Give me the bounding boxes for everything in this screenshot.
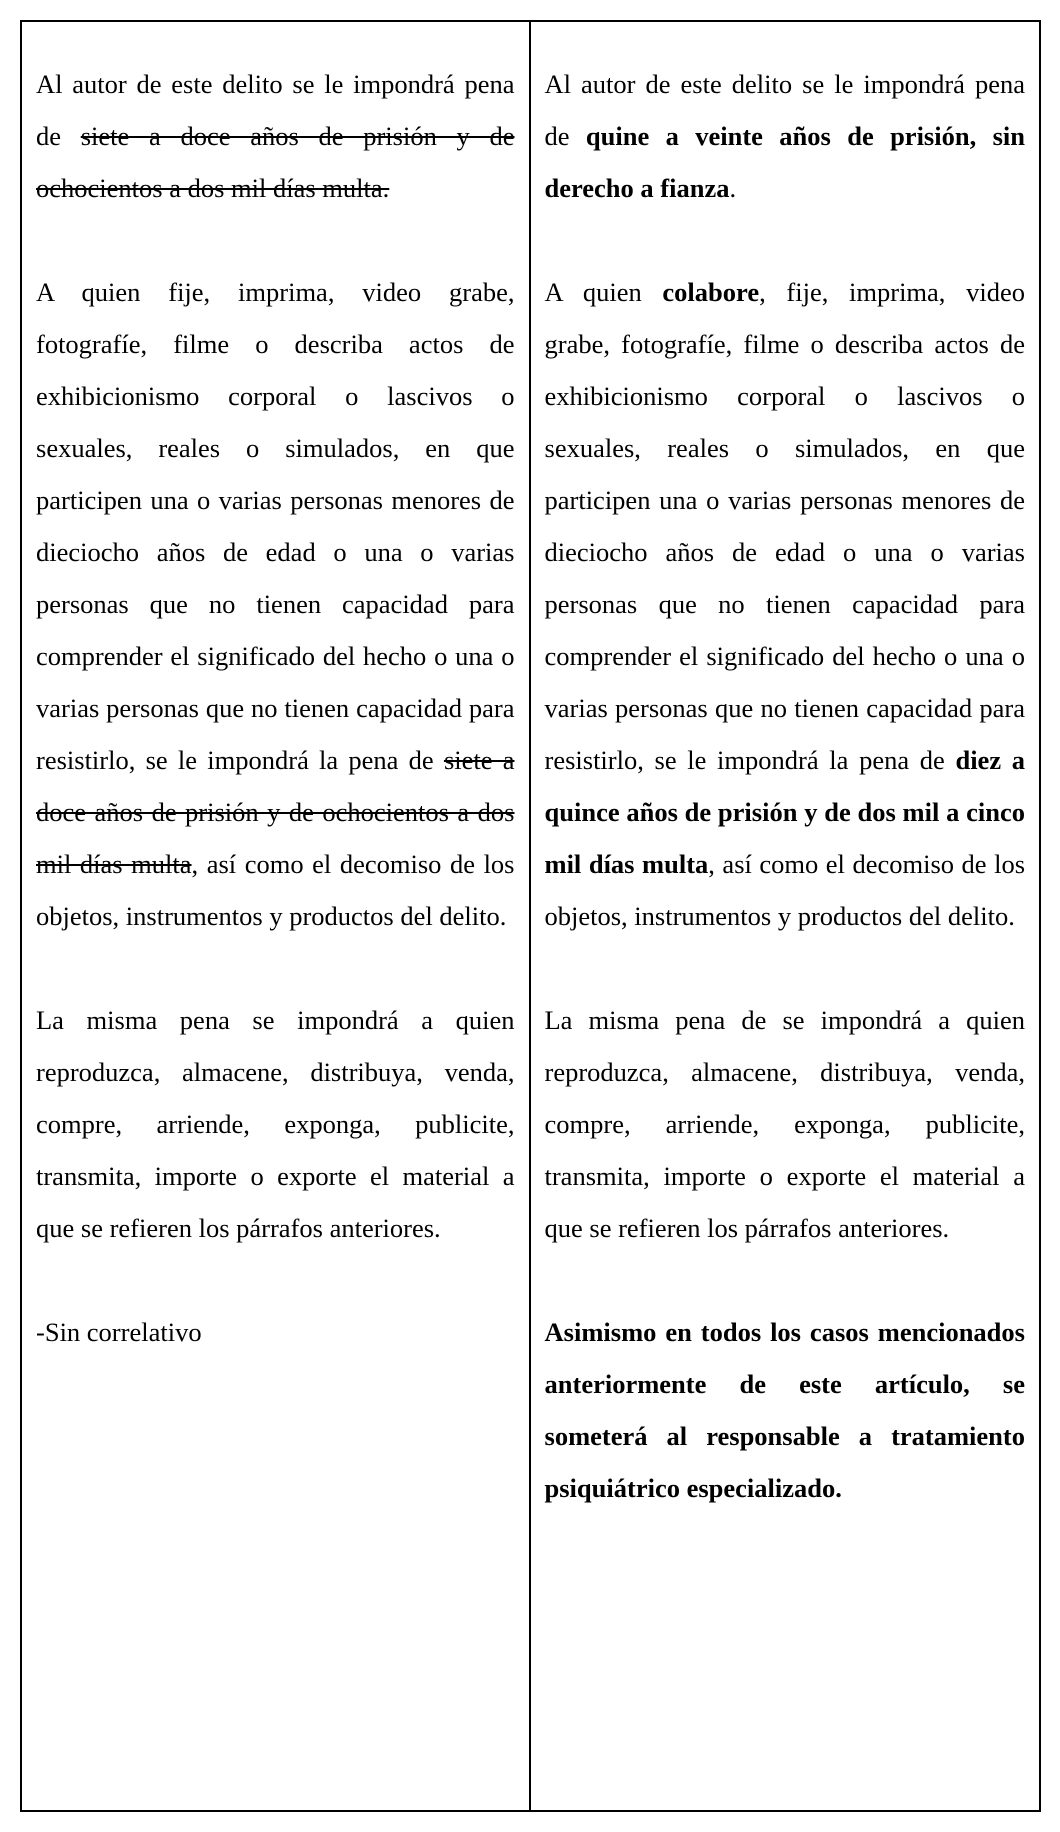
left-p2-struck-text: siete a doce años de prisión y de ochocientos a dos mil días multa [36, 745, 515, 879]
current-text-column [22, 22, 531, 1810]
right-p2-text-a: A quien [544, 277, 663, 307]
right-p1-text-b: . [729, 173, 737, 203]
right-p2-bold-text-2: diez a quince años de prisión y de dos mil a cinco mil días multa [544, 745, 1025, 879]
right-p1-text-a: Al autor de este delito se le impondrá pena de [544, 69, 1025, 151]
right-paragraph-2 [545, 266, 1026, 942]
left-paragraph-1 [36, 58, 515, 214]
left-paragraph-4: -Sin correlativo [36, 1317, 202, 1347]
left-p1-struck-text: siete a doce años de prisión y de ochocientos a dos mil días multa. [36, 121, 515, 203]
left-p2-text-b: , así como el decomiso de los objetos, instrumentos y productos del delito. [36, 849, 515, 931]
right-paragraph-1 [545, 58, 1026, 214]
right-p1-bold-text: quine a veinte años de prisión, sin derecho a fianza [544, 121, 1026, 203]
right-paragraph-3: La misma pena de se impondrá a quien reproduzca, almacene, distribuya, venda, compre, arriende, exponga, publicite, transmita, importe o exporte el material a que se refieren los párrafos anteriores. [544, 1005, 1025, 1243]
left-p2-text-a: A quien fije, imprima, video grabe, fotografíe, filme o describa actos de exhibicionismo corporal o lascivos o sexuales, reales o simulados, en que participen una o varias personas menores de dieciocho años de edad o una o varias personas que no tienen capacidad para comprender el significado del hecho o una o varias personas que no tienen capacidad para resistirlo, se le impondrá la pena de [36, 277, 515, 775]
right-paragraph-4 [545, 1306, 1026, 1514]
left-paragraph-3: La misma pena se impondrá a quien reproduzca, almacene, distribuya, venda, compre, arriende, exponga, publicite, transmita, importe o exporte el material a que se refieren los párrafos anteriores. [36, 1005, 515, 1243]
left-p1-text: Al autor de este delito se le impondrá pena de [36, 69, 515, 151]
right-p4-bold-text: Asimismo en todos los casos mencionados anteriormente de este artículo, se someterá al responsable a tratamiento psiquiátrico especializado. [544, 1317, 1025, 1503]
comparison-table [20, 20, 1041, 1812]
right-p2-bold-text-1: colabore [662, 277, 760, 307]
right-p2-text-b: , fije, imprima, video grabe, fotografíe, filme o describa actos de exhibicionismo corporal o lascivos o sexuales, reales o simulados, en que participen una o varias personas menores de dieciocho años de edad o una o varias personas que no tienen capacidad para comprender el significado del hecho o una o varias personas que no tienen capacidad para resistirlo, se le impondrá la pena de [544, 277, 1025, 775]
right-p2-text-c: , así como el decomiso de los objetos, instrumentos y productos del delito. [544, 849, 1026, 931]
left-paragraph-2 [36, 266, 515, 942]
proposed-text-column [531, 22, 1040, 1810]
